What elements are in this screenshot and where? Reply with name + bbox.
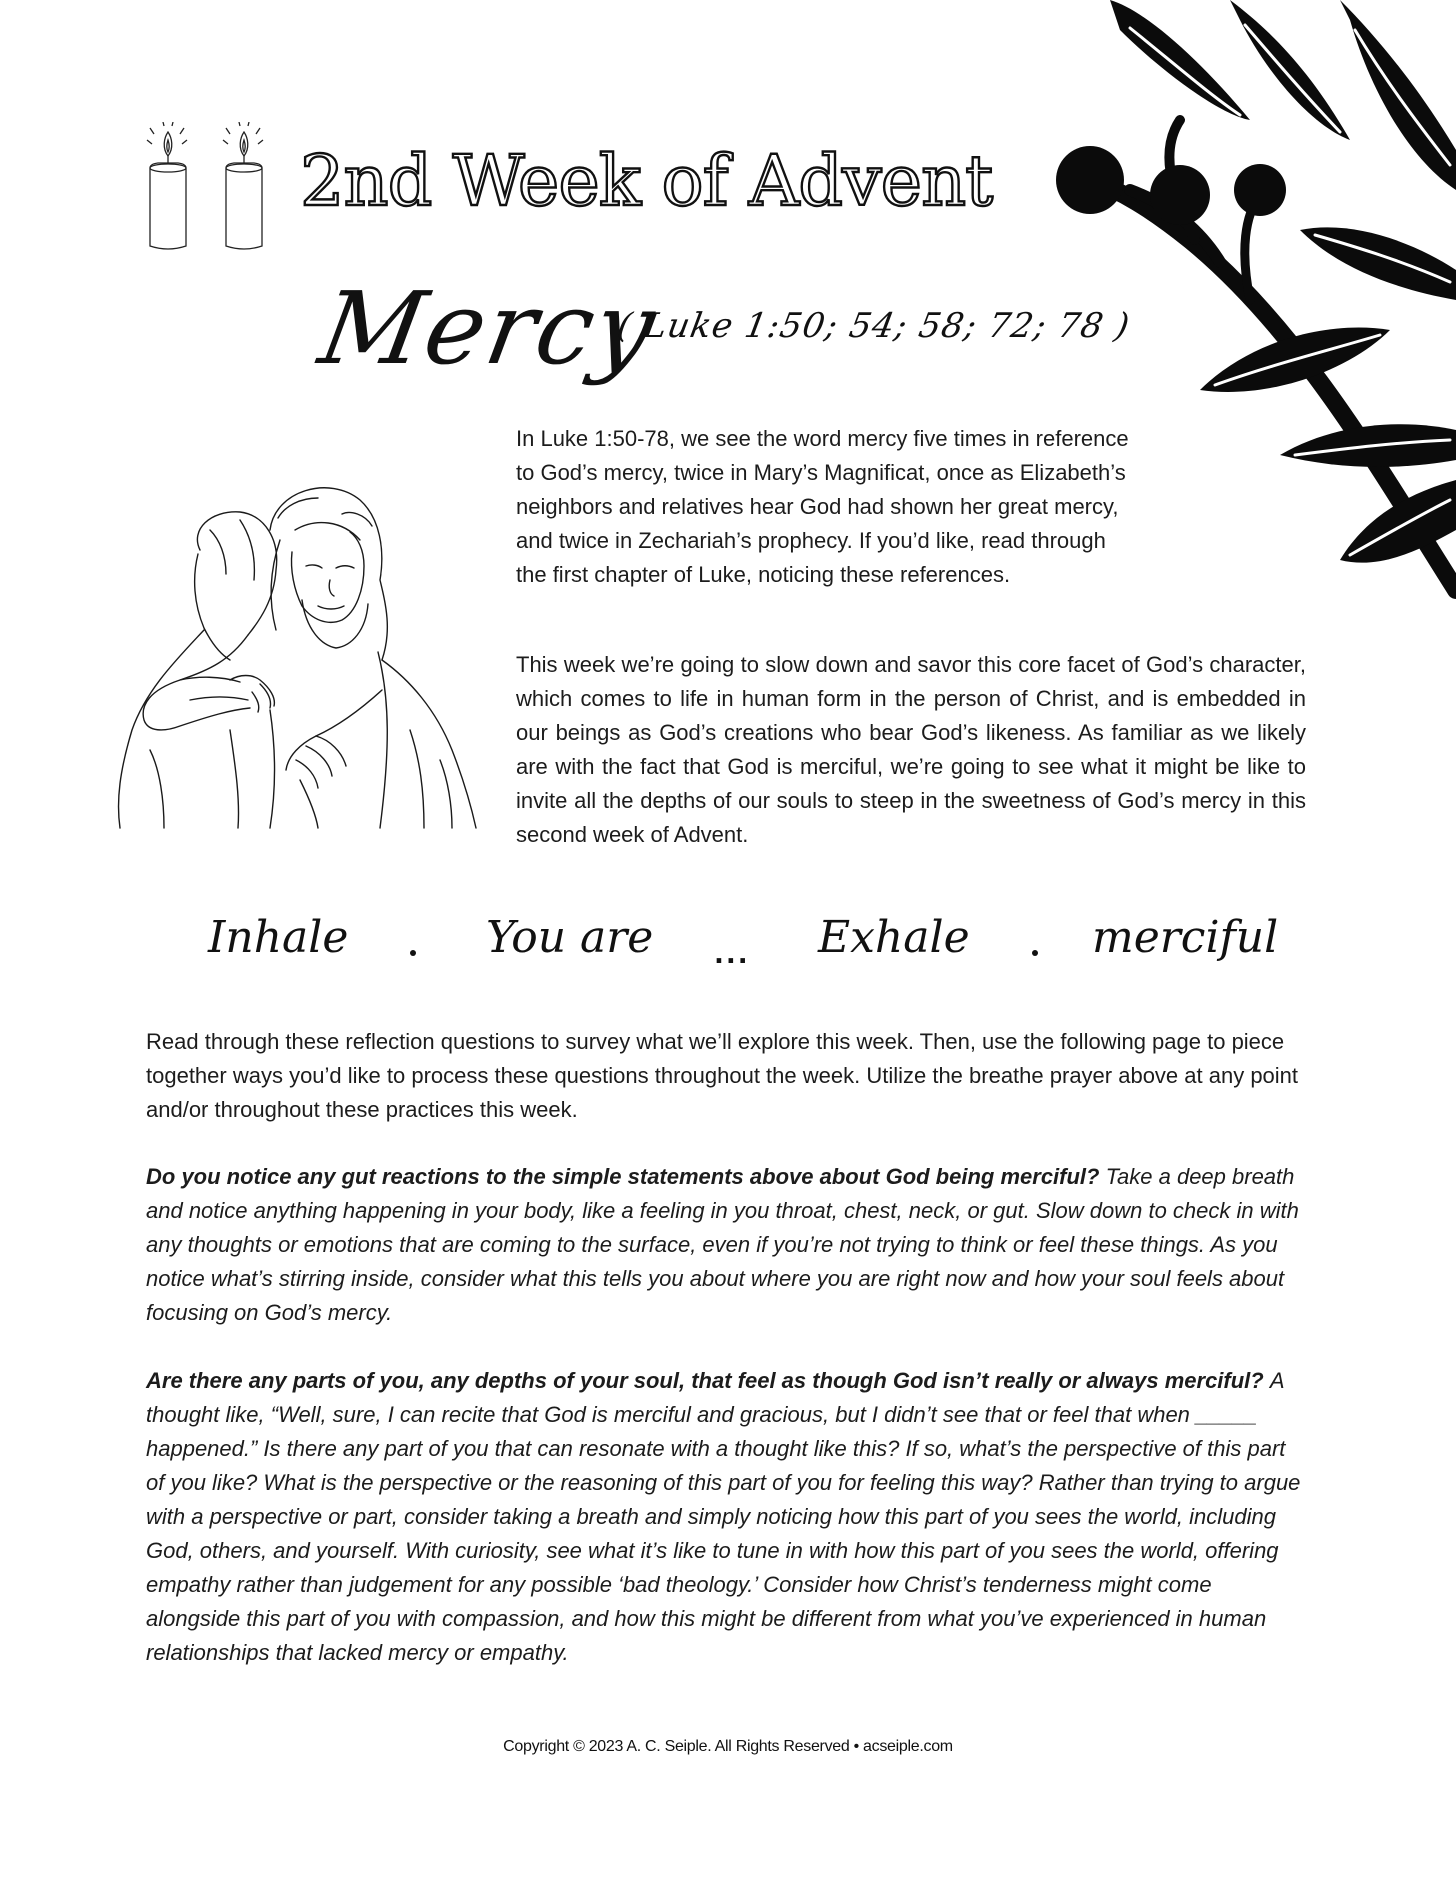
breath-inhale-text: You are [486, 912, 654, 963]
reflection-question-1 [146, 1160, 1306, 1330]
breath-inhale-label: Inhale [208, 912, 349, 963]
theme-word: Mercy [311, 270, 665, 387]
separator-dot [1032, 950, 1038, 956]
question-lead: Are there any parts of you, any depths of your soul, that feel as though God isn’t really or always merciful? [146, 1368, 1264, 1393]
breath-exhale-label: Exhale [818, 912, 970, 963]
reflection-question-2 [146, 1364, 1306, 1670]
theme-reference: ( Luke 1:50; 54; 58; 72; 78 ) [614, 306, 1134, 346]
page-title: 2nd Week of Advent [300, 140, 993, 222]
question-text: A thought like, “Well, sure, I can recite that God is merciful and gracious, but I didn’t see that or feel that when _____ happened.” Is there any part of you that can resonate with a thought like this? If so, what’s the perspective of this part of you like? What is the perspective or the reasoning of this part of you for feeling this way? Rather than trying to argue with a perspective or part, consider taking a breath and simply noticing how this part of you sees the world, including God, others, and yourself. With curiosity, see what it’s like to tune in with how this part of you sees the world, offering empathy rather than judgement for any possible ‘bad theology.’ Consider how Christ’s tenderness might come alongside this part of you with compassion, and how this might be different from what you’ve experienced in human relationships that lacked mercy or empathy. [146, 1368, 1301, 1665]
reading-instructions: Read through these reflection questions to survey what we’ll explore this week. Then, use the following page to piece together ways you’d like to process these questions throughout the week. Utilize the breathe prayer above at any point and/or throughout these practices this week. [146, 1029, 1299, 1122]
question-lead: Do you notice any gut reactions to the simple statements above about God being merciful? [146, 1164, 1100, 1189]
candles-icon [138, 122, 278, 262]
breath-exhale-text: merciful [1092, 912, 1279, 963]
copyright-footer: Copyright © 2023 A. C. Seiple. All Rights Reserved • acseiple.com [503, 1738, 953, 1755]
intro-paragraph-2: This week we’re going to slow down and savor this core facet of God’s character, which comes to life in human form in the person of Christ, and is embedded in our beings as God’s creations who bear God’s likeness. As familiar as we likely are with the fact that God is merciful, we’re going to see what it might be like to invite all the depths of our souls to steep in the sweetness of God’s mercy in this second week of Advent. [516, 652, 1306, 847]
breath-separator: ... [714, 940, 750, 970]
intro-paragraph-1: In Luke 1:50-78, we see the word mercy five times in reference to God’s mercy, twice in Mary’s Magnificat, once as Elizabeth’s neighbors and relatives hear God had shown her great mercy, and twice in Zechariah’s prophecy. If you’d like, read through the first chapter of Luke, noticing these references. [516, 426, 1129, 587]
separator-dot [410, 950, 416, 956]
embrace-illustration [80, 470, 500, 830]
question-text: Take a deep breath and notice anything happening in your body, like a feeling in you throat, chest, neck, or gut. Slow down to check in with any thoughts or emotions that are coming to the surface, even if you’re not trying to think or feel these things. As you notice what’s stirring inside, consider what this tells you about where you are right now and how your soul feels about focusing on God’s mercy. [146, 1164, 1299, 1325]
